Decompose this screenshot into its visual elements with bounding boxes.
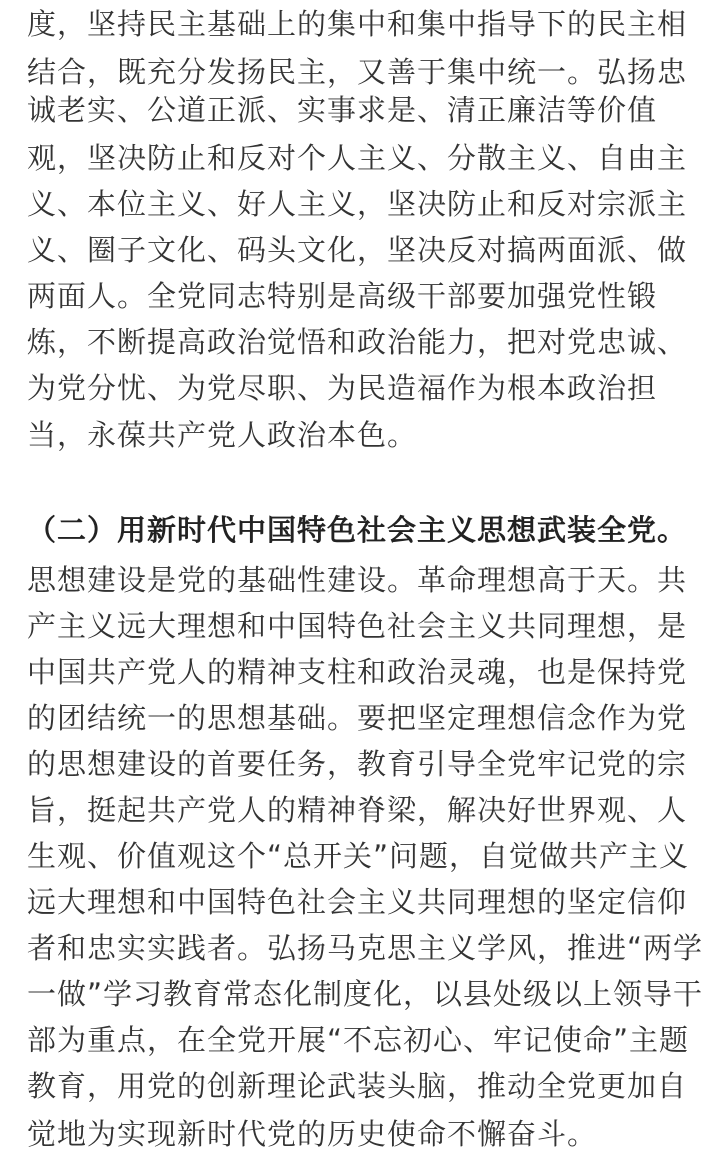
section-2-line: 部为重点，在全党开展“不忘初心、牢记使命”主题	[27, 1023, 690, 1057]
paragraph-1-line: 义、本位主义、好人主义，坚决防止和反对宗派主	[27, 187, 688, 221]
section-2-line: 产主义远大理想和中国特色社会主义共同理想，是	[27, 609, 688, 643]
section-2-line: 远大理想和中国特色社会主义共同理想的坚定信仰	[27, 885, 688, 919]
paragraph-1-line: 度，坚持民主基础上的集中和集中指导下的民主相	[27, 7, 688, 41]
paragraph-1-line: 两面人。全党同志特别是高级干部要加强党性锻	[27, 279, 658, 313]
section-2-line: 旨，挺起共产党人的精神脊梁，解决好世界观、人	[27, 793, 688, 827]
paragraph-1-line: 结合，既充分发扬民主，又善于集中统一。弘扬忠	[27, 55, 688, 89]
section-2-line: 者和忠实实践者。弘扬马克思主义学风，推进“两学	[27, 931, 704, 965]
paragraph-1-line: 诚老实、公道正派、实事求是、清正廉洁等价值	[27, 93, 658, 127]
section-2-line: 一做”学习教育常态化制度化，以县处级以上领导干	[27, 977, 704, 1011]
section-2-line: 教育，用党的创新理论武装头脑，推动全党更加自	[27, 1069, 688, 1103]
paragraph-1-line: 炼，不断提高政治觉悟和政治能力，把对党忠诚、	[27, 325, 688, 359]
section-2-line: 的思想建设的首要任务，教育引导全党牢记党的宗	[27, 747, 688, 781]
section-2-line: 思想建设是党的基础性建设。革命理想高于天。共	[27, 563, 688, 597]
paragraph-1-line: 观，坚决防止和反对个人主义、分散主义、自由主	[27, 141, 688, 175]
paragraph-1-line: 当，永葆共产党人政治本色。	[27, 418, 418, 452]
section-2-line: 的团结统一的思想基础。要把坚定理想信念作为党	[27, 701, 688, 735]
section-2-line: 中国共产党人的精神支柱和政治灵魂，也是保持党	[27, 655, 688, 689]
paragraph-1-line: 为党分忧、为党尽职、为民造福作为根本政治担	[27, 371, 658, 405]
section-2-line: 生观、价值观这个“总开关”问题，自觉做共产主义	[27, 839, 690, 873]
paragraph-1-line: 义、圈子文化、码头文化，坚决反对搞两面派、做	[27, 233, 688, 267]
section-2-line: 觉地为实现新时代党的历史使命不懈奋斗。	[27, 1117, 598, 1151]
section-2-heading: （二）用新时代中国特色社会主义思想武装全党。	[27, 513, 688, 547]
